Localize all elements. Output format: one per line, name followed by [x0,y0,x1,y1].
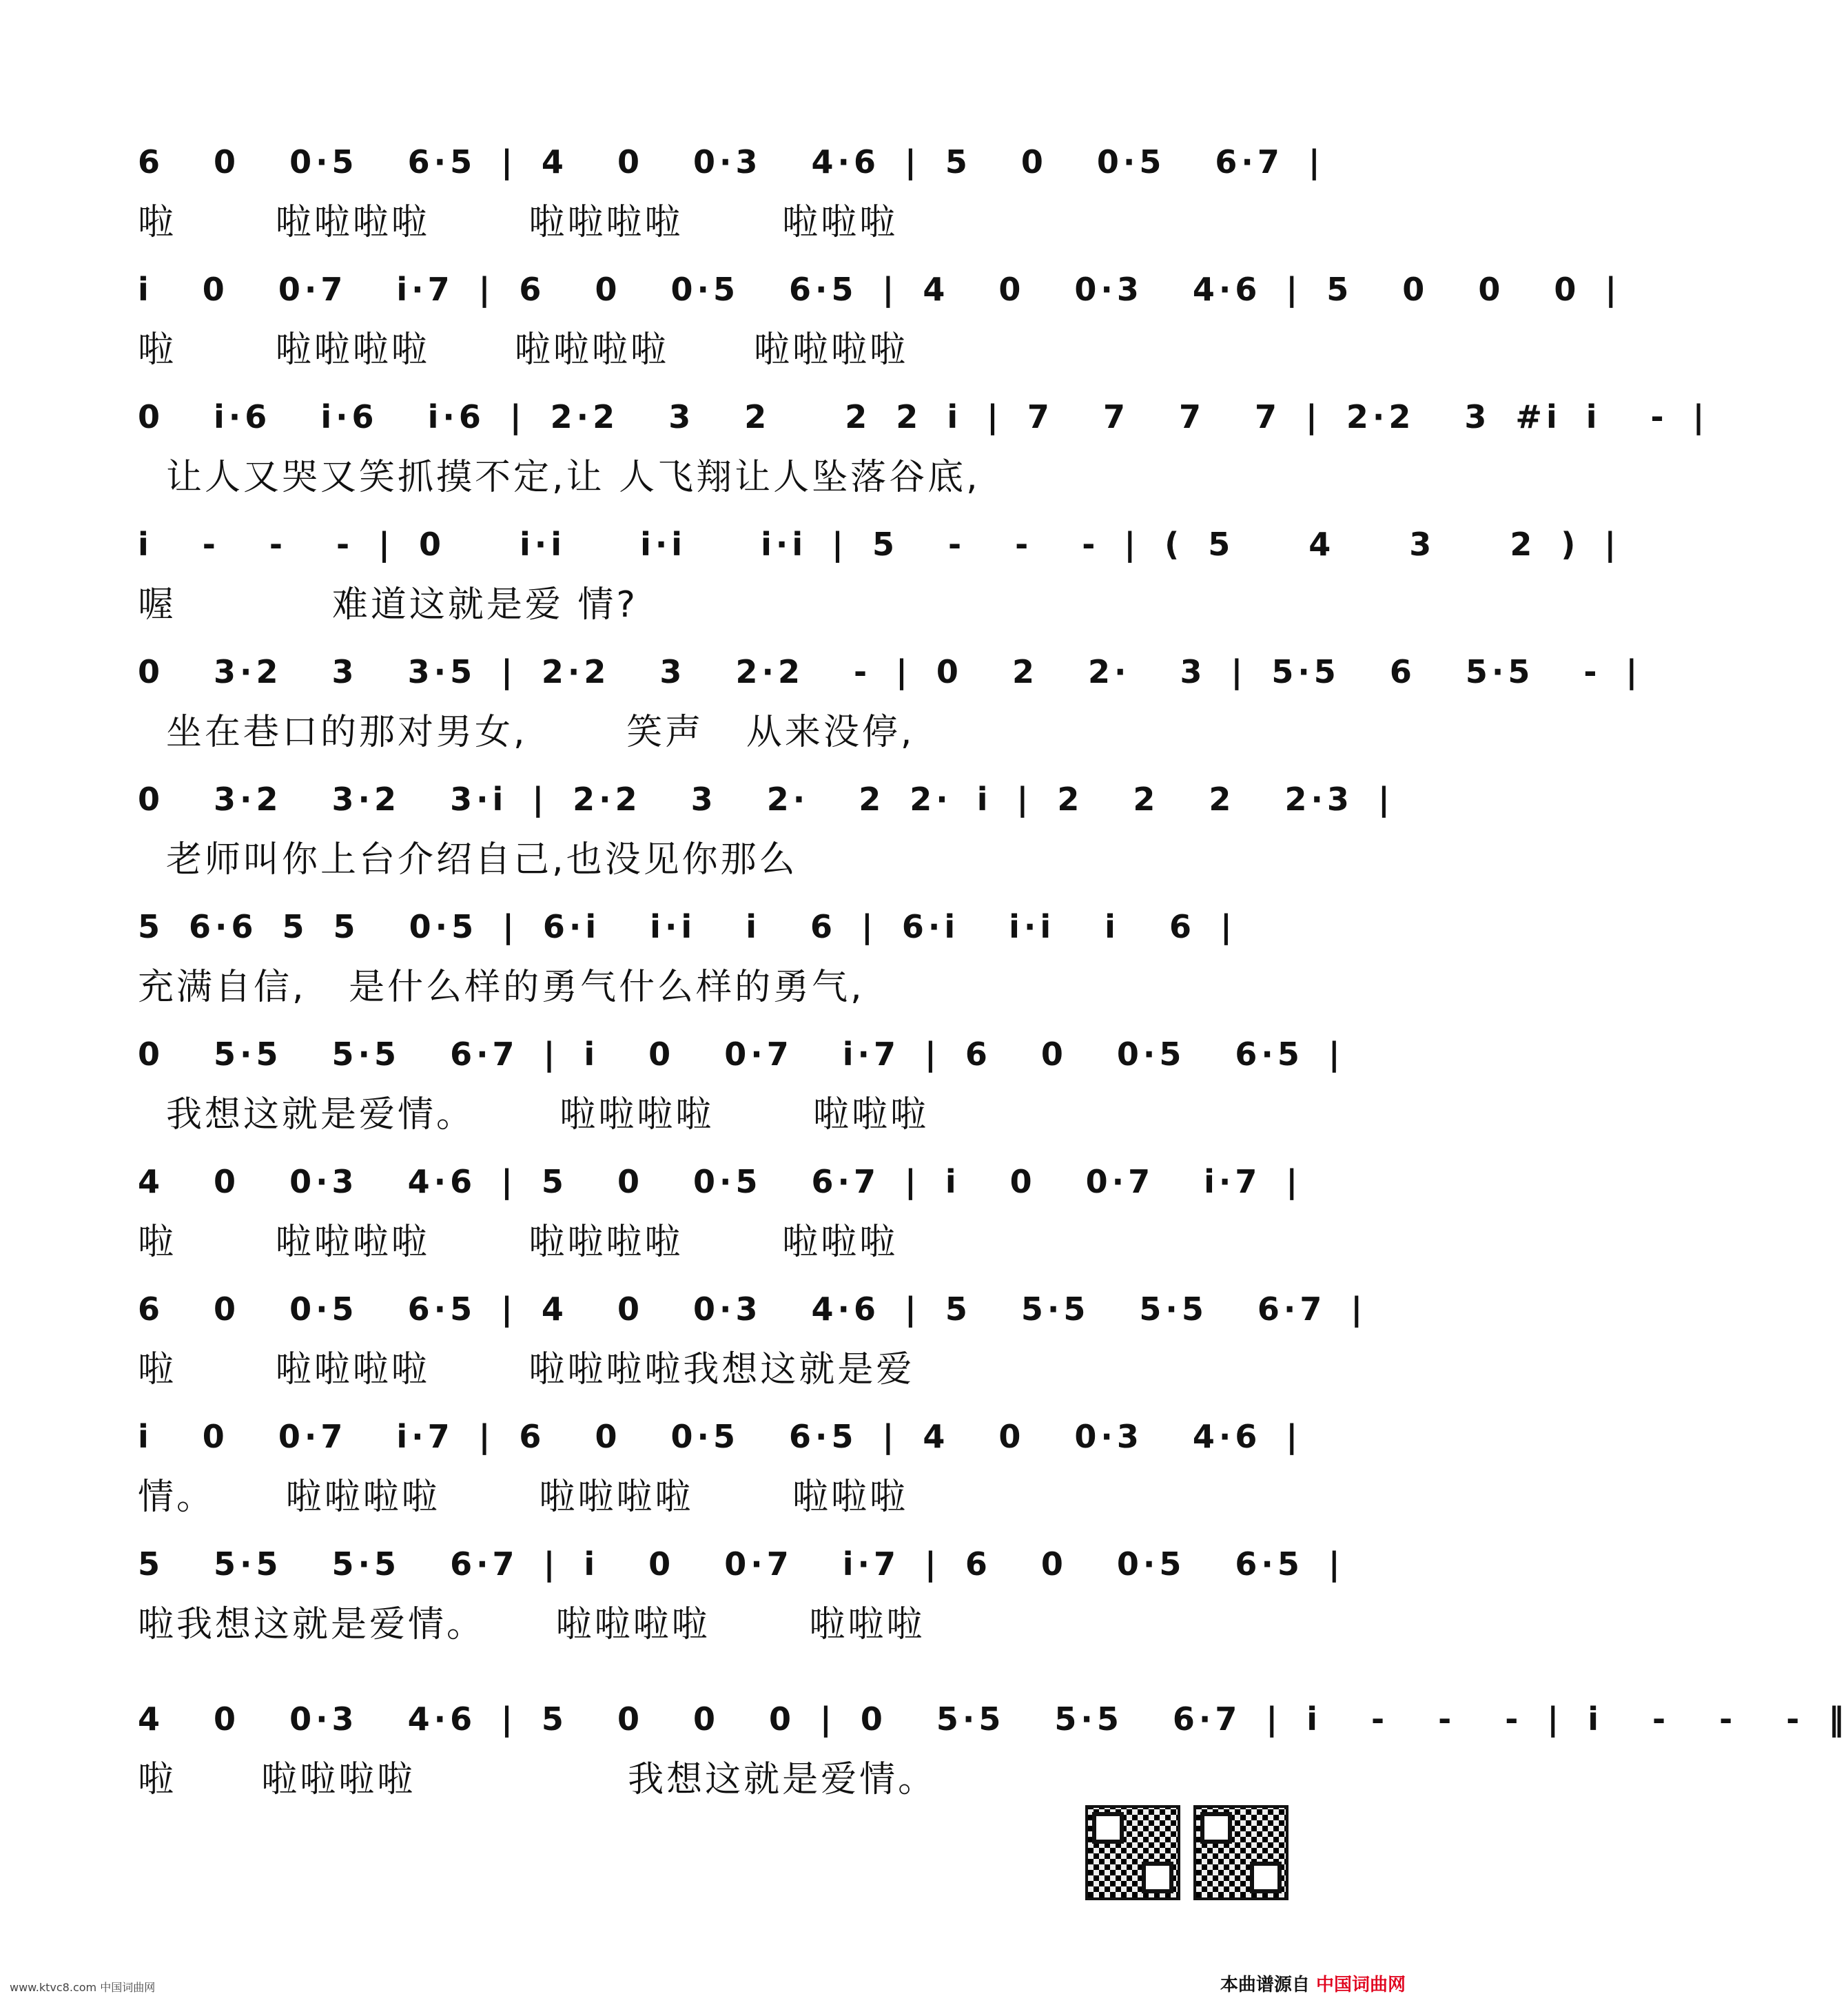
lyrics-line: 啦 啦啦啦啦 啦啦啦啦 啦啦啦 [138,202,899,243]
lyrics-line: 啦我想这就是爱情。 啦啦啦啦 啦啦啦 [138,1604,925,1645]
lyrics-line: 让人又哭又笑抓摸不定,让 人飞翔让人坠落谷底, [138,457,981,498]
notation-line: i - - - | 0 i·i i·i i·i | 5 - - - | ( 5 4 3 2 ) | [138,526,1621,563]
lyrics-line: 啦 啦啦啦啦 啦啦啦啦我想这就是爱 [138,1349,915,1390]
lyrics-line: 老师叫你上台介绍自己,也没见你那么 [138,839,798,881]
notation-line: 0 3·2 3·2 3·i | 2·2 3 2· 2 2· i | 2 2 2 2·3 | [138,781,1394,818]
qr-code-1 [1085,1805,1180,1900]
notation-line: 6 0 0·5 6·5 | 4 0 0·3 4·6 | 5 0 0·5 6·7 | [138,143,1324,181]
footer-source-text: 本曲谱源自 [1220,1975,1310,1995]
notation-line: i 0 0·7 i·7 | 6 0 0·5 6·5 | 4 0 0·3 4·6 | [138,1418,1302,1455]
notation-line: 4 0 0·3 4·6 | 5 0 0 0 | 0 5·5 5·5 6·7 | i - - - | i - - - ‖ [138,1700,1848,1738]
notation-line: 6 0 0·5 6·5 | 4 0 0·3 4·6 | 5 5·5 5·5 6·7 | [138,1290,1367,1328]
notation-line: 5 6·6 5 5 0·5 | 6·i i·i i 6 | 6·i i·i i 6 | [138,908,1236,945]
lyrics-line: 充满自信, 是什么样的勇气什么样的勇气, [138,967,865,1008]
notation-line: 0 i·6 i·6 i·6 | 2·2 3 2 2 2 i | 7 7 7 7 | 2·2 3 #i i - | [138,398,1709,435]
notation-line: 5 5·5 5·5 6·7 | i 0 0·7 i·7 | 6 0 0·5 6·5 | [138,1545,1344,1583]
notation-line: 0 3·2 3 3·5 | 2·2 3 2·2 - | 0 2 2· 3 | 5·5 6 5·5 - | [138,653,1642,690]
notation-line: 0 5·5 5·5 6·7 | i 0 0·7 i·7 | 6 0 0·5 6·5 | [138,1036,1344,1073]
lyrics-line: 啦 啦啦啦啦 啦啦啦啦 啦啦啦啦 [138,329,909,371]
lyrics-line: 我想这就是爱情。 啦啦啦啦 啦啦啦 [138,1094,929,1135]
lyrics-line: 啦 啦啦啦啦 我想这就是爱情。 [138,1759,937,1800]
lyrics-line: 啦 啦啦啦啦 啦啦啦啦 啦啦啦 [138,1222,899,1263]
notation-line: i 0 0·7 i·7 | 6 0 0·5 6·5 | 4 0 0·3 4·6 | 5 0 0 0 | [138,271,1621,308]
lyrics-line: 坐在巷口的那对男女, 笑声 从来没停, [138,712,915,753]
lyrics-line: 喔 难道这就是爱 情? [138,584,638,626]
lyrics-line: 情。 啦啦啦啦 啦啦啦啦 啦啦啦 [138,1477,909,1518]
qr-code-2 [1193,1805,1289,1900]
footer-source [1220,1971,1406,1996]
notation-line: 4 0 0·3 4·6 | 5 0 0·5 6·7 | i 0 0·7 i·7 | [138,1163,1302,1200]
footer-source-site: 中国词曲网 [1315,1975,1406,1995]
footer-site-left: www.ktvc8.com 中国词曲网 [10,1981,156,1994]
